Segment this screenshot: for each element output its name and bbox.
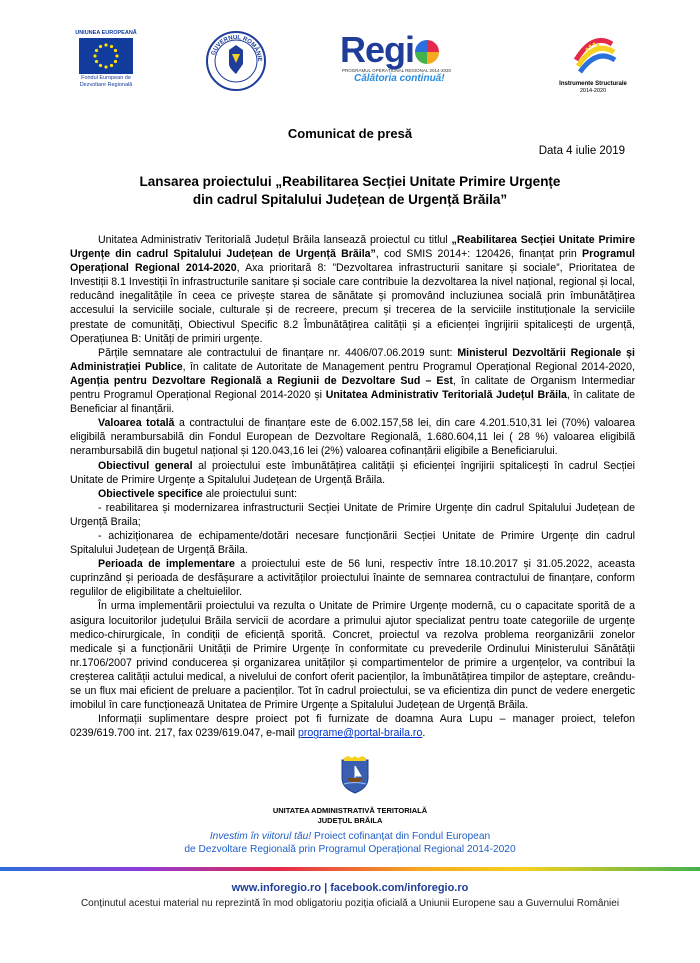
agency-name: Agenția pentru Dezvoltare Regională a Regiunii de Dezvoltare Sud – Est [70,374,453,387]
is-years: 2014-2020 [579,88,607,94]
eu-fund-line2: Dezvoltare Regională [79,82,133,88]
text: . [422,727,426,740]
uat-signature [0,806,700,826]
label-specific-objectives: Obiectivele specifice [98,487,203,500]
text: al proiectului este îmbunătățirea calității și eficienței îngrijirii spitalicești în cadrul Secției Unitate de Primire Urgențe a Spitalului Județean de Urgență Brăila. [70,459,635,486]
press-body [70,233,635,740]
page-title: Comunicat de presă [287,126,413,141]
beneficiary-name: Unitatea Administrativ Teritorială Județul Brăila [325,389,567,402]
regio-word: Regi [340,29,415,70]
program-name: Programul Operațional Regional 2014-2020 [70,248,635,275]
is-label: Instrumente Structurale [559,81,627,87]
color-divider [0,867,700,871]
disclaimer: Conținutul acestui material nu reprezintă în mod obligatoriu poziția oficială a Uniunii Europene sau a Guvernului României [80,898,620,909]
invest-slogan: Investim în viitorul tău! [209,831,312,842]
text: Părțile semnatare ale contractului de finanțare nr. 4406/07.06.2019 sunt: [98,346,458,359]
headline-line2: din cadrul Spitalului Județean de Urgență Brăila” [192,192,508,207]
paragraph-period [70,557,635,599]
regio-program: PROGRAMUL OPERAȚIONAL REGIONAL 2014-2020 [342,68,452,73]
email-link[interactable]: programe@portal-braila.ro [297,727,423,740]
eu-logo [68,30,144,89]
eu-fund-line1: Fondul European de [81,75,131,81]
text: , în calitate de Organism Intermediar pentru Programul Operațional Regional 2014-2020 și [70,374,635,402]
release-date: Data 4 iulie 2019 [538,145,625,157]
regio-tagline: Călătoria continuă! [354,73,445,84]
headline-line1: Lansarea proiectului „Reabilitarea Secției Unitate Primire Urgențe [139,174,561,189]
paragraph-general-objective [70,459,635,487]
structural-instruments-logo [548,30,638,95]
paragraph-specific-objectives [70,487,635,501]
text: a contractului de finanțare este de 6.002.157,58 lei, din care 4.201.510,31 lei (70%) valoarea eligibilă nerambursabilă din Fondul European de Dezvoltare Regională, 1.680.604,11 lei ( 28 %) valoarea eligibilă nerambursabilă din bugetul național și 120.043,16 lei (2%) valoarea cofinanțării eligibile a Beneficiarului. [70,417,635,458]
structural-instruments-icon [568,30,618,76]
text: , în calitate de Beneficiar al finanțării. [70,389,635,416]
uat-line1: UNITATEA ADMINISTRATIVĂ TERITORIALĂ [272,806,428,815]
label-total-value: Valoarea totală [98,417,175,430]
list-item: - achiziționarea de echipamente/dotări necesare funcționării Secției Unitate de Primire Urgențe din cadrul Spitalului Județean de Urgență Brăila. [70,529,635,557]
text: ale proiectului sunt: [202,487,298,500]
regio-circle-icon [415,40,439,64]
paragraph-contact [70,712,635,740]
label-implementation-period: Perioada de implementare [98,558,235,571]
paragraph-intro [70,233,635,346]
invest-line2: de Dezvoltare Regională prin Programul Operațional Regional 2014-2020 [184,844,516,855]
text: a proiectului este de 56 luni, respectiv între 18.10.2017 și 31.05.2022, aceasta cuprinzând și perioada de desfășurare a activităților proiectului înainte de semnarea contractului de finanțare, conform regulilor de eligibilitate a cheltuielilor. [70,558,635,599]
government-seal-icon [205,30,267,92]
website-links: www.inforegio.ro | facebook.com/inforegio.ro [231,882,469,894]
logo-bar [0,22,700,102]
eu-flag-icon [79,38,133,74]
investment-statement [0,830,700,856]
list-item: - reabilitarea și modernizarea infrastructurii Secției Unitate de Primire Urgențe din cadrul Spitalului Județean de Urgență Braila; [70,501,635,528]
braila-crest-icon [340,756,370,794]
eu-label: UNIUNEA EUROPEANĂ [75,30,137,36]
paragraph-results: În urma implementării proiectului va rezulta o Unitate de Primire Urgențe modernă, cu o capacitate sporită de a asigura locuitorilor județului Brăila servicii de acordare a primului ajutor specializat pentru toate categoriile de urgențe medico-chirurgicale, în condiții de eficiență sporită. Concret, proiectul va rezolva problema reorganizării zonelor medicale și a funcționării Unității de Primire Urgențe în conformitate cu prevederile Ordinului Ministerului Sănătății nr.1706/2007 privind conducerea și organizarea unităților și compartimentelor de primire a urgențelor, va contribui la creșterea calității actului medical, a nivelului de confort oferit pacienților, la îmbunătățirea timpilor de așteptare, creându-se un flux mai eficient de preluare a pacienților. Tot în cadrul proiectului, se va eficientiza din punct de vedere energetic imobilul în care funcționează Unitatea de Primire Urgențe a Spitalului Județean de Urgență Brăila. [70,600,635,712]
text: Informații suplimentare despre proiect pot fi furnizate de doamna Aura Lupu – manager proiect, telefon 0239/619.700 int. 217, fax 0239/619.047, e-mail [70,713,635,740]
ministry-name: Ministerul Dezvoltării Regionale și Administrației Publice [70,346,635,373]
label-general-objective: Obiectivul general [98,459,193,472]
paragraph-value [70,416,635,458]
uat-line2: JUDEȚUL BRĂILA [317,816,383,825]
headline [60,173,640,209]
paragraph-parties [70,346,635,416]
text: , în calitate de Autoritate de Management pentru Programul Operațional Regional 2014-2020, [182,360,635,373]
gov-text: GUVERNUL ROMÂNIE [210,34,263,62]
text: Unitatea Administrativ Teritorială Județul Brăila lansează proiectul cu titlul [98,234,452,246]
text: , Axa prioritară 8: ”Dezvoltarea infrastructurii sanitare și sociale”, Prioritatea de Investiții 8.1 Investiții în infrastructurile sanitare și sociale care contribuie la dezvoltarea la nivel național, regional și local, reducând inegalitățile în ceea ce privește starea de sănătate și promovând incluziunea socială prin îmbunătățirea accesului la serviciile sociale, culturale și de recreere, precum și trecerea de la serviciile instituționale la serviciile prestate de comunități, Obiectivul Specific 8.2 Îmbunătățirea calității și a eficienței îngrijirii spitalicești de urgență, Operațiunea B: Unități de primiri urgențe. [70,262,635,345]
invest-line1: Proiect cofinanțat din Fondul European [311,831,491,842]
regio-logo [340,29,480,84]
project-title: „Reabilitarea Secției Unitate Primire Urgențe din cadrul Spitalului Județean de Urgență Brăila” [70,234,635,261]
text: , cod SMIS 2014+: 120426, finanțat prin [375,248,583,261]
